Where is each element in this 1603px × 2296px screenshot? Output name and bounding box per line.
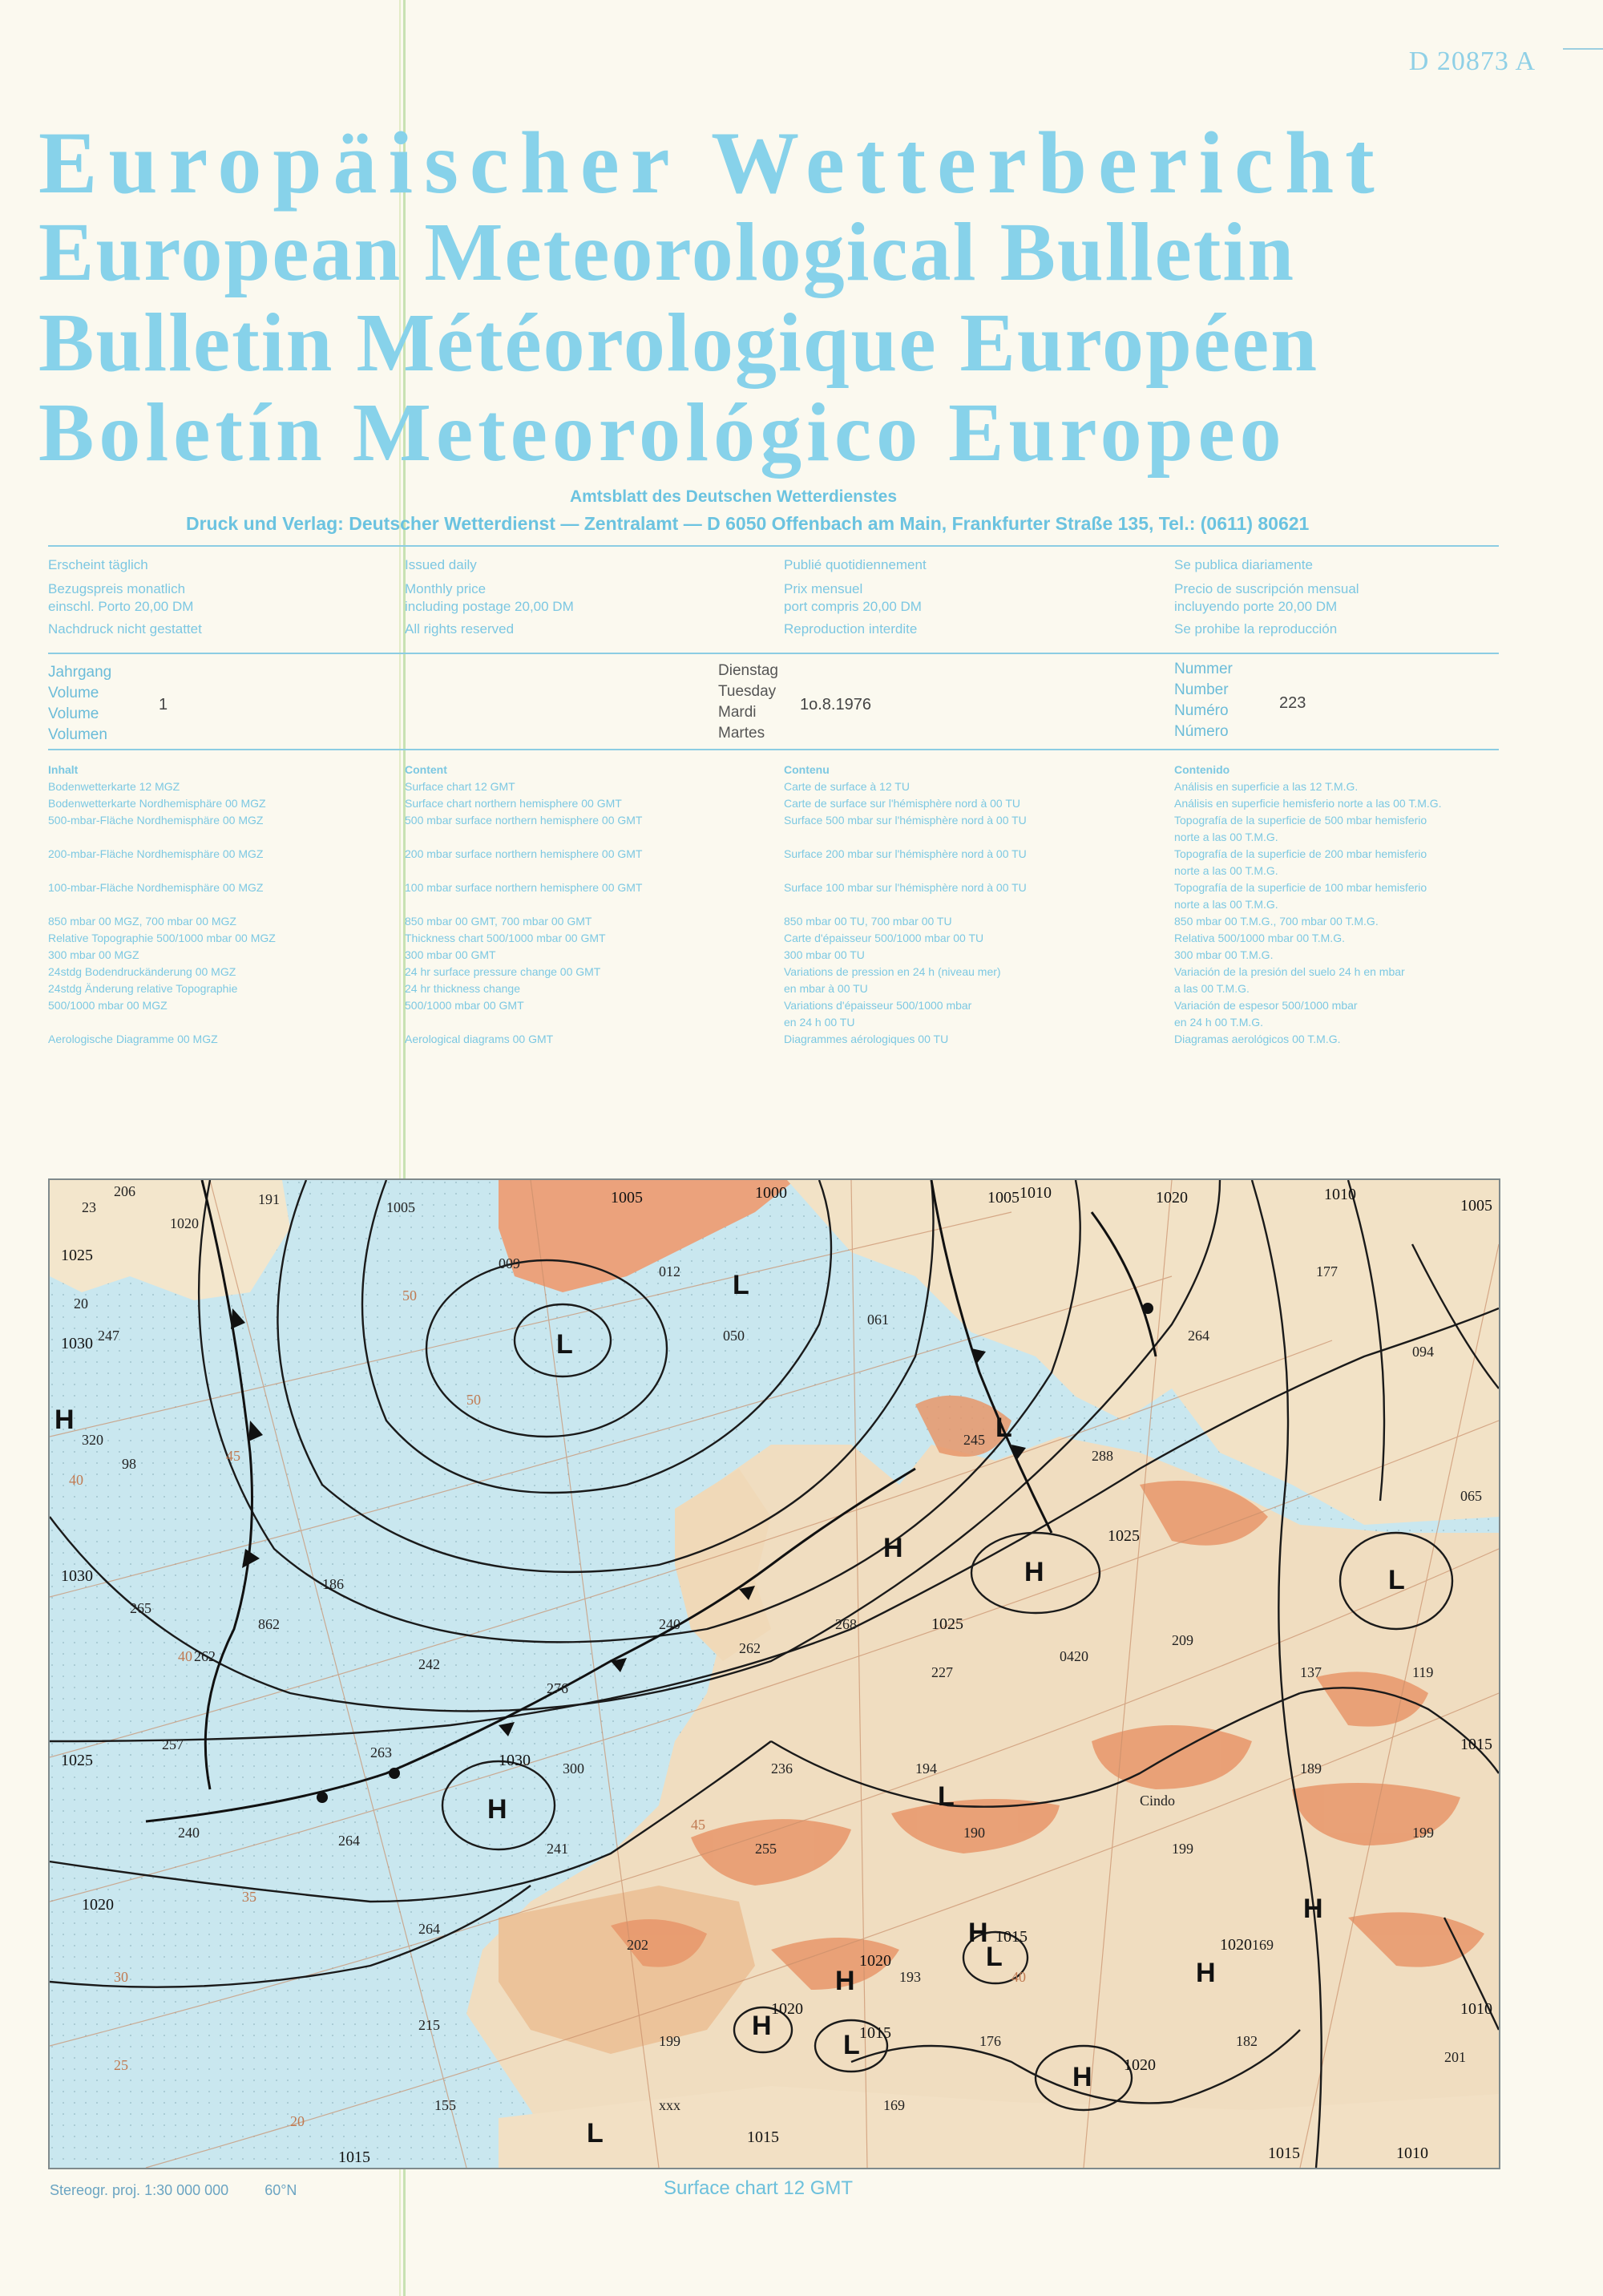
volume-label: Volumen [48,726,107,743]
title-english: European Meteorological Bulletin [38,206,1296,298]
contents-item: Relative Topographie 500/1000 mbar 00 MGZ [48,932,276,944]
station-value: 182 [1236,2033,1258,2049]
contents-item: Bodenwetterkarte Nordhemisphäre 00 MGZ [48,797,266,810]
sub-en-line: Issued daily [405,557,477,572]
isobar-label: 1005 [1460,1197,1492,1215]
issue-number: 223 [1279,694,1306,712]
sub-en-line: including postage 20,00 DM [405,599,574,614]
pressure-centre: L [556,1329,573,1360]
lat-label: 20 [290,2113,305,2129]
station-value: 247 [98,1328,119,1344]
sub-es-line: incluyendo porte 20,00 DM [1174,599,1338,614]
contents-item [405,829,642,846]
contents-item: 300 mbar 00 TU [784,948,865,961]
publisher-line: Druck und Verlag: Deutscher Wetterdienst — Zentralamt — D 6050 Offenbach am Main, Frankfurter Straße 135, Tel.: (0611) 80621 [186,513,1310,534]
station-value: 240 [178,1825,200,1841]
contents-item: 200 mbar surface northern hemisphere 00 GMT [405,847,643,860]
contents-item: Variación de espesor 500/1000 mbar [1174,999,1358,1012]
pressure-centre: H [1303,1894,1323,1924]
station-value: 186 [322,1576,344,1592]
station-value: 241 [547,1841,568,1857]
pressure-centre: H [1024,1557,1044,1587]
isobar-label: 1025 [931,1615,963,1633]
pressure-centre: H [883,1533,903,1563]
station-value: 193 [899,1969,921,1985]
station-value: 137 [1300,1664,1322,1680]
station-value: 255 [755,1841,777,1857]
number-label: Nummer [1174,661,1233,677]
contents-item: Carte d'épaisseur 500/1000 mbar 00 TU [784,932,984,944]
contents-item: 300 mbar 00 GMT [405,948,496,961]
pressure-centre: L [587,2118,604,2148]
sub-de-line: Erscheint täglich [48,557,148,572]
isobar-label: 1020 [859,1952,891,1970]
isobar-label: 1015 [338,2148,370,2166]
contents-item: en mbar à 00 TU [784,982,868,995]
contents-heading: Contenu [784,763,830,776]
contents-item: 300 mbar 00 MGZ [48,948,139,961]
station-value: 240 [659,1616,680,1632]
pressure-centre: L [995,1413,1012,1443]
contents-item [784,896,1027,913]
volume-label: Jahrgang [48,664,112,681]
pressure-centre: H [1072,2062,1092,2092]
isobar-label: 1005 [987,1189,1020,1207]
map-projection [50,2182,297,2199]
contents-item: Topografía de la superficie de 500 mbar hemisferio [1174,814,1427,827]
contents-es [1174,762,1442,1048]
station-value: 268 [835,1616,857,1632]
contents-item: Carte de surface sur l'hémisphère nord à 00 TU [784,797,1021,810]
rule-contents [48,749,1499,750]
contents-item [784,863,1027,879]
subscription-es [1174,556,1359,638]
contents-item: norte a las 00 T.M.G. [1174,831,1278,843]
isobar-label: 1015 [747,2128,779,2146]
station-value: 189 [1300,1760,1322,1777]
title-french: Bulletin Météorologique Européen [38,297,1319,389]
station-value: xxx [659,2097,680,2113]
isobar-label: 1020 [1124,2056,1156,2074]
isobar-label: 1015 [859,2024,891,2042]
contents-item: 500 mbar surface northern hemisphere 00 GMT [405,814,643,827]
volume-label: Volume [48,685,99,701]
contents-item: a las 00 T.M.G. [1174,982,1250,995]
station-value: 276 [547,1680,568,1696]
sub-es-line: Se publica diariamente [1174,557,1313,572]
contents-item [48,863,276,879]
document-reference: D 20873 A [1408,46,1536,76]
isobar-label: 1030 [61,1567,93,1585]
issue-date: 1o.8.1976 [800,696,871,713]
weekday-label: Martes [718,725,765,742]
pressure-centre: H [968,1918,988,1948]
station-value: 288 [1092,1448,1113,1464]
weekday-labels [718,661,778,744]
number-label: Number [1174,681,1229,698]
contents-item: norte a las 00 T.M.G. [1174,898,1278,911]
station-value: 119 [1412,1664,1434,1680]
sub-en-line: All rights reserved [405,621,515,637]
station-value: 012 [659,1263,680,1279]
contents-item: Thickness chart 500/1000 mbar 00 GMT [405,932,606,944]
isobar-label: 1015 [995,1928,1028,1946]
official-gazette-line: Amtsblatt des Deutschen Wetterdienstes [569,487,898,506]
station-value: 169 [883,2097,905,2113]
isobar-label: 1010 [1324,1186,1356,1203]
station-value: 264 [1188,1328,1209,1344]
station-value: 265 [130,1600,151,1616]
station-value: 050 [723,1328,745,1344]
rule-top [48,545,1499,547]
isobar-label: 1025 [1108,1527,1140,1545]
station-value: 206 [114,1183,135,1199]
lat-label: 35 [242,1889,256,1905]
contents-item: 24stdg Bodendruckänderung 00 MGZ [48,965,236,978]
lat-label: 40 [69,1472,83,1488]
station-value: 862 [258,1616,280,1632]
contents-item: 24stdg Änderung relative Topographie [48,982,238,995]
volume-value: 1 [159,696,168,713]
warm-front-bulge [317,1792,328,1803]
sub-fr-line: Reproduction interdite [784,621,918,637]
pressure-centre: L [843,2030,860,2060]
pressure-centre: L [986,1942,1003,1972]
contents-item: Análisis en superficie hemisferio norte a las 00 T.M.G. [1174,797,1442,810]
sub-es-line: Precio de suscripción mensual [1174,581,1359,596]
contents-item: 100-mbar-Fläche Nordhemisphäre 00 MGZ [48,881,264,894]
contents-item: en 24 h 00 T.M.G. [1174,1016,1264,1029]
title-german: Europäischer Wetterbericht [38,114,1386,212]
station-value: 263 [370,1744,392,1760]
contents-item [48,829,276,846]
lat-label: 40 [1011,1969,1026,1985]
contents-fr [784,762,1027,1048]
contents-item: Carte de surface à 12 TU [784,780,910,793]
isobar-label: 1025 [61,1247,93,1264]
pressure-centre: H [487,1794,507,1825]
station-value: 320 [82,1432,103,1448]
station-value: 061 [867,1312,889,1328]
weekday-label: Tuesday [718,683,777,700]
station-value: 20 [74,1296,88,1312]
contents-heading: Content [405,763,447,776]
number-label: Número [1174,723,1229,740]
sub-fr-line: Prix mensuel [784,581,863,596]
land-greenland [50,1180,290,1300]
contents-item [784,829,1027,846]
station-value: 169 [1252,1937,1274,1953]
contents-item [48,896,276,913]
station-value: 98 [122,1456,136,1472]
pressure-centre: L [733,1270,749,1300]
station-value: 300 [563,1760,584,1777]
title-spanish: Boletín Meteorológico Europeo [38,386,1286,479]
station-value: 257 [162,1736,184,1752]
station-value: 190 [963,1825,985,1841]
pressure-centre: L [1388,1565,1405,1595]
contents-item: norte a las 00 T.M.G. [1174,864,1278,877]
station-value: 262 [739,1640,761,1656]
station-value: 264 [418,1921,440,1937]
contents-item: 850 mbar 00 TU, 700 mbar 00 TU [784,915,952,928]
contents-item: Aerological diagrams 00 GMT [405,1033,554,1045]
isobar-label: 1020 [82,1896,114,1914]
station-value: 191 [258,1191,280,1207]
contents-en [405,762,642,1048]
isobar-label: 1030 [499,1752,531,1769]
contents-de [48,762,276,1048]
station-value: 23 [82,1199,96,1215]
sub-de-line: einschl. Porto 20,00 DM [48,599,194,614]
contents-item: Surface 200 mbar sur l'hémisphère nord à 00 TU [784,847,1027,860]
lat-label: 45 [226,1448,240,1464]
contents-item: Bodenwetterkarte 12 MGZ [48,780,180,793]
surface-weather-map [48,1178,1500,2169]
corner-rule [1563,48,1603,50]
contents-item: 500/1000 mbar 00 GMT [405,999,524,1012]
contents-item: 100 mbar surface northern hemisphere 00 GMT [405,881,643,894]
contents-item: Surface chart 12 GMT [405,780,515,793]
station-value: 199 [659,2033,680,2049]
station-value: 009 [499,1255,520,1271]
isobar-label: 1015 [1268,2144,1300,2162]
contents-item: 24 hr surface pressure change 00 GMT [405,965,601,978]
station-value: 1005 [386,1199,415,1215]
contents-item: Topografía de la superficie de 200 mbar hemisferio [1174,847,1427,860]
station-value: 215 [418,2017,440,2033]
station-value: 194 [915,1760,937,1777]
station-value: 202 [627,1937,648,1953]
weather-map-svg [50,1180,1499,2168]
number-labels [1174,659,1233,742]
contents-item: Surface chart northern hemisphere 00 GMT [405,797,622,810]
contents-item: 850 mbar 00 GMT, 700 mbar 00 GMT [405,915,592,928]
sub-fr-line: Publié quotidiennement [784,557,927,572]
pressure-centre: L [938,1781,955,1812]
sub-de-line: Nachdruck nicht gestattet [48,621,202,637]
lat-label: 45 [691,1817,705,1833]
contents-item: 500/1000 mbar 00 MGZ [48,999,168,1012]
station-value: 199 [1412,1825,1434,1841]
contents-item: Aerologische Diagramme 00 MGZ [48,1033,218,1045]
sub-de-line: Bezugspreis monatlich [48,581,186,596]
station-value: 1020 [170,1215,199,1231]
station-value: 262 [194,1648,216,1664]
contents-item: 300 mbar 00 T.M.G. [1174,948,1274,961]
lat-label: 40 [178,1648,192,1664]
pressure-centre: H [1196,1958,1216,1988]
isobar-label: 1020 [1220,1936,1252,1954]
contents-item: 850 mbar 00 MGZ, 700 mbar 00 MGZ [48,915,236,928]
isobar-label: 1000 [755,1184,787,1202]
volume-labels [48,662,111,746]
pressure-centre: H [55,1405,75,1435]
station-value: 0420 [1060,1648,1088,1664]
station-value: 264 [338,1833,360,1849]
lat-label: 50 [466,1392,481,1408]
station-value: 065 [1460,1488,1482,1504]
isobar-label: 1010 [1020,1184,1052,1202]
contents-item: Relativa 500/1000 mbar 00 T.M.G. [1174,932,1345,944]
isobar-label: 1005 [611,1189,643,1207]
lat-label: 50 [402,1287,417,1304]
pressure-centre: H [835,1966,855,1996]
lat-label: 30 [114,1969,128,1985]
station-value: Cindo [1140,1793,1176,1809]
contents-item: 500-mbar-Fläche Nordhemisphäre 00 MGZ [48,814,264,827]
station-value: 155 [434,2097,456,2113]
isobar-label: 1010 [1396,2144,1428,2162]
contents-item [405,1014,642,1031]
contents-heading: Contenido [1174,763,1230,776]
contents-item: 200-mbar-Fläche Nordhemisphäre 00 MGZ [48,847,264,860]
contents-item: Análisis en superficie a las 12 T.M.G. [1174,780,1359,793]
map-caption: Surface chart 12 GMT [664,2177,854,2199]
lat-label: 25 [114,2057,128,2073]
station-value: 227 [931,1664,953,1680]
station-value: 245 [963,1432,985,1448]
latitude-text: 60°N [264,2182,297,2198]
contents-item: Variations d'épaisseur 500/1000 mbar [784,999,972,1012]
contents-item: 850 mbar 00 T.M.G., 700 mbar 00 T.M.G. [1174,915,1379,928]
contents-item: Variación de la presión del suelo 24 h en mbar [1174,965,1405,978]
isobar-label: 1030 [61,1335,93,1352]
isobar-label: 1020 [1156,1189,1188,1207]
number-label: Numéro [1174,702,1229,719]
station-value: 177 [1316,1263,1338,1279]
sub-en-line: Monthly price [405,581,487,596]
weekday-label: Dienstag [718,662,778,679]
isobar-label: 1020 [771,2000,803,2018]
warm-front-bulge [1142,1303,1153,1314]
contents-item: Diagramas aerológicos 00 T.M.G. [1174,1033,1341,1045]
station-value: 209 [1172,1632,1193,1648]
contents-item [405,863,642,879]
isobar-label: 1025 [61,1752,93,1769]
station-value: 236 [771,1760,793,1777]
subscription-en [405,556,574,638]
isobar-label: 1015 [1460,1736,1492,1753]
contents-heading: Inhalt [48,763,79,776]
sub-es-line: Se prohibe la reproducción [1174,621,1338,637]
warm-front-bulge [389,1768,400,1779]
subscription-fr [784,556,927,638]
contents-item [405,896,642,913]
volume-label: Volume [48,705,99,722]
contents-item: Variations de pression en 24 h (niveau mer) [784,965,1001,978]
station-value: 242 [418,1656,440,1672]
projection-text: Stereogr. proj. 1:30 000 000 [50,2182,229,2198]
contents-item [48,1014,276,1031]
pressure-centre: H [752,2011,772,2041]
rule-middle [48,653,1499,654]
isobar-label: 1010 [1460,2000,1492,2018]
sub-fr-line: port compris 20,00 DM [784,599,922,614]
station-value: 199 [1172,1841,1193,1857]
subscription-de [48,556,202,638]
contents-item: Diagrammes aérologiques 00 TU [784,1033,949,1045]
weekday-label: Mardi [718,704,757,721]
contents-item: Surface 500 mbar sur l'hémisphère nord à 00 TU [784,814,1027,827]
contents-item: en 24 h 00 TU [784,1016,855,1029]
station-value: 094 [1412,1344,1434,1360]
contents-item: Topografía de la superficie de 100 mbar hemisferio [1174,881,1427,894]
contents-item: Surface 100 mbar sur l'hémisphère nord à 00 TU [784,881,1027,894]
station-value: 176 [979,2033,1001,2049]
station-value: 201 [1444,2049,1466,2065]
contents-item: 24 hr thickness change [405,982,520,995]
